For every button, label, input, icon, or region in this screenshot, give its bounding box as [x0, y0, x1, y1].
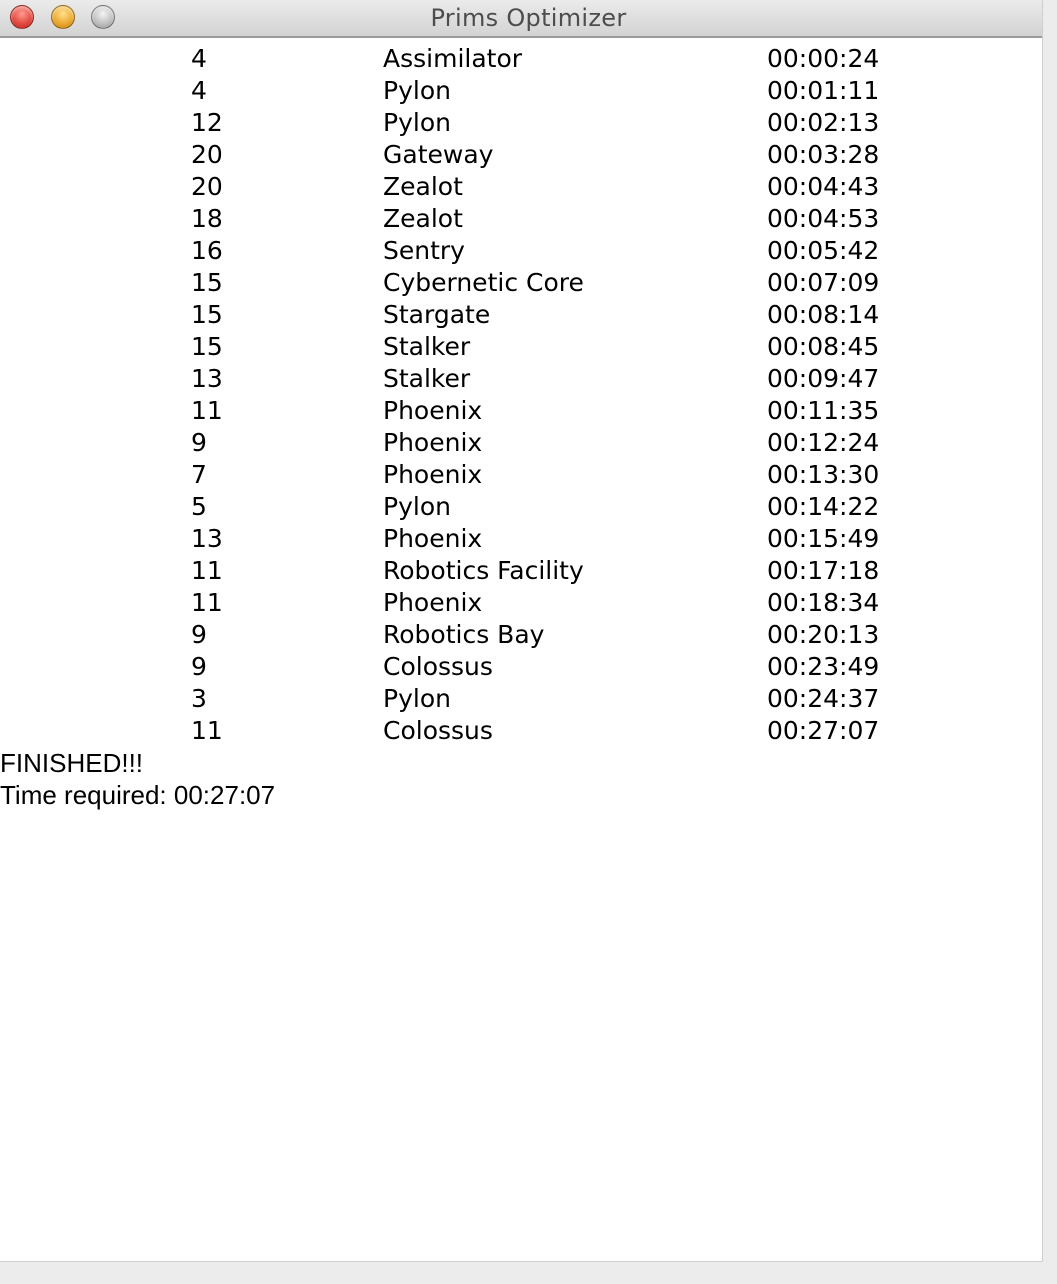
unit-name: Colossus: [383, 716, 493, 745]
completion-time: 00:14:22: [767, 492, 880, 521]
completion-time: 00:20:13: [767, 620, 880, 649]
build-order-row: [0, 72, 1042, 104]
completion-time: 00:05:42: [767, 236, 880, 265]
unit-name: Pylon: [383, 76, 451, 105]
supply-count: 11: [191, 588, 223, 617]
completion-time: 00:18:34: [767, 588, 880, 617]
unit-name: Pylon: [383, 684, 451, 713]
completion-time: 00:13:30: [767, 460, 880, 489]
unit-name: Robotics Bay: [383, 620, 545, 649]
completion-time: 00:09:47: [767, 364, 880, 393]
unit-name: Assimilator: [383, 44, 523, 73]
unit-name: Pylon: [383, 492, 451, 521]
supply-count: 11: [191, 556, 223, 585]
unit-name: Sentry: [383, 236, 465, 265]
completion-time: 00:23:49: [767, 652, 880, 681]
build-order-row: [0, 200, 1042, 232]
unit-name: Robotics Facility: [383, 556, 584, 585]
window-title: Prims Optimizer: [430, 4, 627, 32]
supply-count: 4: [191, 76, 207, 105]
completion-time: 00:04:43: [767, 172, 880, 201]
build-order-row: [0, 552, 1042, 584]
completion-time: 00:24:37: [767, 684, 880, 713]
completion-time: 00:00:24: [767, 44, 880, 73]
title-bar[interactable]: [0, 0, 1043, 38]
supply-count: 15: [191, 300, 223, 329]
supply-count: 9: [191, 428, 207, 457]
unit-name: Zealot: [383, 204, 463, 233]
build-order-row: [0, 616, 1042, 648]
completion-time: 00:04:53: [767, 204, 880, 233]
supply-count: 9: [191, 620, 207, 649]
completion-time: 00:08:45: [767, 332, 880, 361]
build-order-list: [0, 40, 1042, 744]
build-order-row: [0, 40, 1042, 72]
build-order-row: [0, 168, 1042, 200]
build-order-row: [0, 296, 1042, 328]
unit-name: Zealot: [383, 172, 463, 201]
unit-name: Phoenix: [383, 588, 483, 617]
unit-name: Phoenix: [383, 428, 483, 457]
supply-count: 12: [191, 108, 223, 137]
completion-time: 00:08:14: [767, 300, 880, 329]
build-order-row: [0, 328, 1042, 360]
build-order-row: [0, 488, 1042, 520]
supply-count: 18: [191, 204, 223, 233]
supply-count: 13: [191, 524, 223, 553]
build-order-row: [0, 584, 1042, 616]
build-order-row: [0, 520, 1042, 552]
output-area: [0, 40, 1042, 811]
finished-status: FINISHED!!!: [0, 748, 144, 778]
build-order-row: [0, 712, 1042, 744]
supply-count: 11: [191, 716, 223, 745]
unit-name: Stalker: [383, 364, 471, 393]
build-order-row: [0, 424, 1042, 456]
unit-name: Stalker: [383, 332, 471, 361]
supply-count: 7: [191, 460, 207, 489]
time-required-status: Time required: 00:27:07: [0, 780, 276, 810]
supply-count: 5: [191, 492, 207, 521]
supply-count: 4: [191, 44, 207, 73]
supply-count: 11: [191, 396, 223, 425]
completion-time: 00:01:11: [767, 76, 880, 105]
completion-time: 00:03:28: [767, 140, 880, 169]
supply-count: 9: [191, 652, 207, 681]
build-order-row: [0, 680, 1042, 712]
unit-name: Cybernetic Core: [383, 268, 584, 297]
supply-count: 3: [191, 684, 207, 713]
unit-name: Gateway: [383, 140, 494, 169]
completion-time: 00:17:18: [767, 556, 880, 585]
unit-name: Colossus: [383, 652, 493, 681]
completion-time: 00:07:09: [767, 268, 880, 297]
supply-count: 20: [191, 172, 223, 201]
build-order-row: [0, 360, 1042, 392]
build-order-row: [0, 264, 1042, 296]
build-order-row: [0, 104, 1042, 136]
unit-name: Pylon: [383, 108, 451, 137]
unit-name: Stargate: [383, 300, 491, 329]
supply-count: 15: [191, 332, 223, 361]
build-order-row: [0, 456, 1042, 488]
supply-count: 13: [191, 364, 223, 393]
supply-count: 20: [191, 140, 223, 169]
build-order-row: [0, 232, 1042, 264]
unit-name: Phoenix: [383, 524, 483, 553]
unit-name: Phoenix: [383, 396, 483, 425]
supply-count: 16: [191, 236, 223, 265]
completion-time: 00:02:13: [767, 108, 880, 137]
completion-time: 00:15:49: [767, 524, 880, 553]
unit-name: Phoenix: [383, 460, 483, 489]
build-order-row: [0, 136, 1042, 168]
build-order-row: [0, 392, 1042, 424]
supply-count: 15: [191, 268, 223, 297]
completion-time: 00:11:35: [767, 396, 880, 425]
completion-time: 00:27:07: [767, 716, 880, 745]
build-order-row: [0, 648, 1042, 680]
completion-time: 00:12:24: [767, 428, 880, 457]
